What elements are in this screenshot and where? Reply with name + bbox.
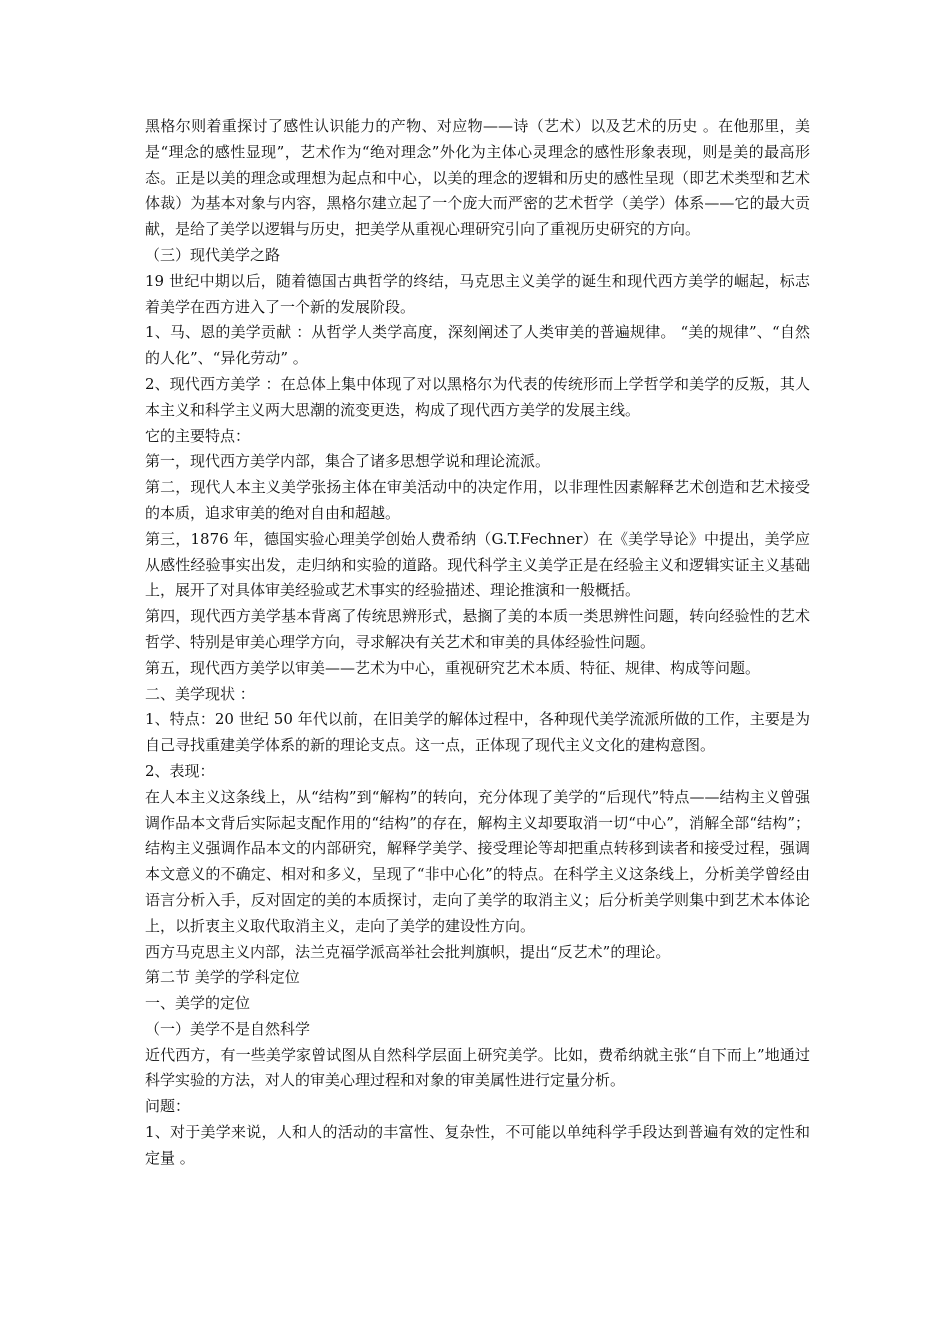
paragraph-fourth: 第四，现代西方美学基本背离了传统思辨形式，悬搁了美的本质一类思辨性问题，转向经验性的艺术哲学、特别是审美心理学方向，寻求解决有关艺术和审美的具体经验性问题。 bbox=[145, 607, 810, 651]
heading-not-natural-science: （一）美学不是自然科学 bbox=[145, 1019, 311, 1038]
paragraph-first: 第一，现代西方美学内部，集合了诸多思想学说和理论流派。 bbox=[145, 452, 551, 471]
heading-positioning: 一、美学的定位 bbox=[145, 994, 251, 1013]
paragraph-problem-one: 1、对于美学来说，人和人的活动的丰富性、复杂性，不可能以单纯科学手段达到普遍有效的定性和定量 。 bbox=[145, 1123, 810, 1167]
paragraph-modern-west: 近代西方，有一些美学家曾试图从自然科学层面上研究美学。比如，费希纳就主张“自下而上”地通过科学实验的方法，对人的审美心理过程和对象的审美属性进行定量分析。 bbox=[145, 1045, 810, 1090]
paragraph-hegel: 黑格尔则着重探讨了感性认识能力的产物、对应物——诗（艺术）以及艺术的历史 。在他那里，美是“理念的感性显现”，艺术作为“绝对理念”外化为主体心灵理念的感性形象表现，则是美的最高形态。正是以美的理念或理想为起点和中心，以美的理念的逻辑和历史的感性呈现（即艺术类型和艺术体裁）为基本对象与内容，黑格尔建立起了一个庞大而严密的艺术哲学（美学）体系——它的最大贡献，是给了美学以逻辑与历史，把美学从重视心理研究引向了重视历史研究的方向。 bbox=[145, 117, 810, 239]
paragraph-third: 第三，1876 年，德国实验心理美学创始人费希纳（G.T.Fechner）在《美学导论》中提出，美学应从感性经验事实出发，走归纳和实验的道路。现代科学主义美学正是在经验主义和逻辑实证主义基础上，展开了对具体审美经验或艺术事实的经验描述、理论推演和一般概括。 bbox=[145, 529, 810, 600]
heading-aesthetics-status: 二、美学现状 ： bbox=[145, 684, 255, 703]
heading-modern-aesthetics-path: （三）现代美学之路 bbox=[145, 245, 281, 264]
paragraph-problems: 问题： bbox=[145, 1097, 191, 1116]
paragraph-features: 1、特点：20 世纪 50 年代以前，在旧美学的解体过程中，各种现代美学流派所做的工作，主要是为自己寻找重建美学体系的新的理论支点。这一点，正体现了现代主义文化的建构意图。 bbox=[145, 710, 810, 755]
heading-section-two: 第二节 美学的学科定位 bbox=[145, 968, 300, 987]
paragraph-humanism-line: 在人本主义这条线上，从“结构”到“解构”的转向，充分体现了美学的“后现代”特点——结构主义曾强调作品本文背后实际起支配作用的“结构”的存在，解构主义却要取消一切“中心”，消解全部“结构”；结构主义强调作品本文的内部研究，解释学美学、接受理论等却把重点转移到读者和接受过程，强调本文意义的不确定、相对和多义，呈现了“非中心化”的特点。在科学主义这条线上，分析美学曾经由语言分析入手，反对固定的美的本质探讨，走向了美学的取消主义；后分析美学则集中到艺术本体论上，以折衷主义取代取消主义，走向了美学的建设性方向。 bbox=[145, 787, 810, 935]
paragraph-marx-engels: 1、马、恩的美学贡献 ：从哲学人类学高度，深刻阐述了人类审美的普遍规律。 “美的规律”、“自然的人化”、“异化劳动” 。 bbox=[145, 323, 810, 368]
document-body bbox=[145, 114, 810, 1172]
paragraph-main-features: 它的主要特点： bbox=[145, 426, 251, 445]
paragraph-modern-western: 2、现代西方美学 ：在总体上集中体现了对以黑格尔为代表的传统形而上学哲学和美学的反叛，其人本主义和科学主义两大思潮的流变更迭，构成了现代西方美学的发展主线。 bbox=[145, 374, 810, 419]
paragraph-second: 第二，现代人本主义美学张扬主体在审美活动中的决定作用，以非理性因素解释艺术创造和艺术接受的本质，追求审美的绝对自由和超越。 bbox=[145, 478, 810, 522]
paragraph-manifestations: 2、表现： bbox=[145, 761, 215, 780]
paragraph-19th-century: 19 世纪中期以后，随着德国古典哲学的终结，马克思主义美学的诞生和现代西方美学的崛起，标志着美学在西方进入了一个新的发展阶段。 bbox=[145, 271, 810, 316]
paragraph-fifth: 第五，现代西方美学以审美——艺术为中心，重视研究艺术本质、特征、规律、构成等问题。 bbox=[145, 658, 761, 677]
paragraph-western-marxism: 西方马克思主义内部，法兰克福学派高举社会批判旗帜，提出“反艺术”的理论。 bbox=[145, 942, 671, 961]
